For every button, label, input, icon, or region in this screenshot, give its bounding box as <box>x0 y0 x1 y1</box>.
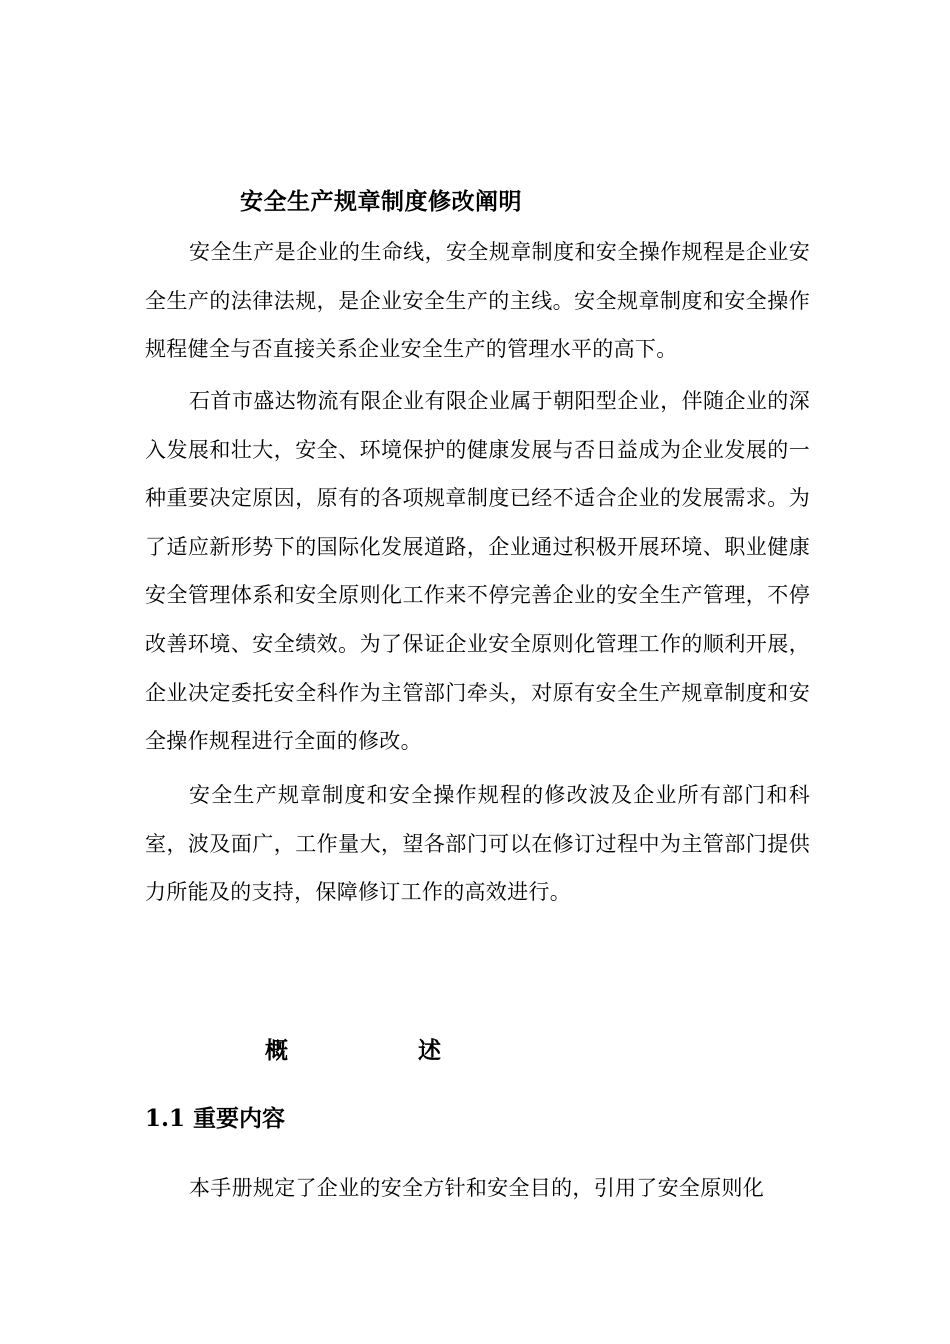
section-heading: 1.1 重要内容 <box>145 1105 286 1132</box>
overview-char-1: 概 <box>265 1037 288 1064</box>
paragraph-section: 本手册规定了企业的安全方针和安全目的，引用了安全原则化 <box>189 1176 765 1200</box>
overview-char-2: 述 <box>418 1037 441 1064</box>
document-title: 安全生产规章制度修改阐明 <box>240 188 522 215</box>
paragraph-scope: 安全生产规章制度和安全操作规程的修改波及企业所有部门和科室，波及面广，工作量大，望各部门可以在修订过程中为主管部门提供力所能及的支持，保障修订工作的高效进行。 <box>145 783 810 905</box>
paragraph-intro: 安全生产是企业的生命线，安全规章制度和安全操作规程是企业安全生产的法律法规，是企业安全生产的主线。安全规章制度和安全操作规程健全与否直接关系企业安全生产的管理水平的高下。 <box>145 240 810 362</box>
paragraph-company: 石首市盛达物流有限企业有限企业属于朝阳型企业，伴随企业的深入发展和壮大，安全、环境保护的健康发展与否日益成为企业发展的一种重要决定原因，原有的各项规章制度已经不适合企业的发展需求。为了适应新形势下的国际化发展道路，企业通过积极开展环境、职业健康安全管理体系和安全原则化工作来不停完善企业的安全生产管理，不停改善环境、安全绩效。为了保证企业安全原则化管理工作的顺利开展，企业决定委托安全科作为主管部门牵头，对原有安全生产规章制度和安全操作规程进行全面的修改。 <box>145 389 810 754</box>
overview-heading <box>265 1032 441 1065</box>
